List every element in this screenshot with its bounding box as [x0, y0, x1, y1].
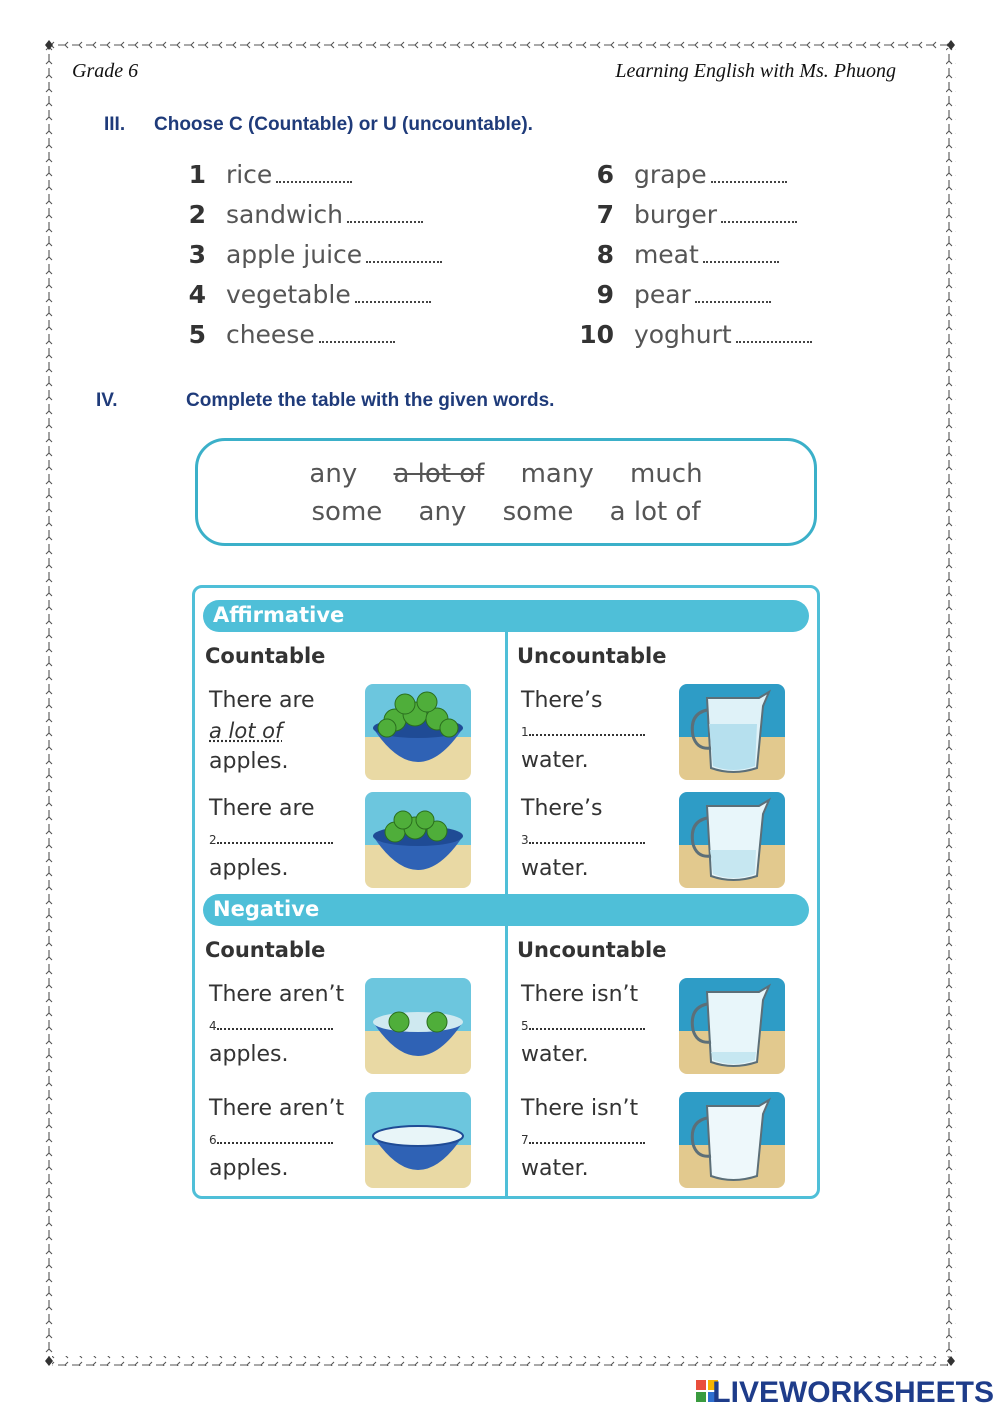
- answer-blank[interactable]: [736, 337, 812, 343]
- blank-number: 1: [521, 725, 529, 739]
- apple-bowl-empty-image: [365, 1092, 471, 1188]
- vocab-word: sandwich: [225, 200, 343, 229]
- sentence-neg-uncountable-2: [521, 1094, 645, 1184]
- grade-label: Grade 6: [72, 60, 139, 82]
- sentence-start: There isn’t: [521, 982, 639, 1007]
- vocab-item: [180, 320, 395, 349]
- sentence-neg-countable-2: [209, 1094, 344, 1184]
- blank-number: 7: [521, 1133, 529, 1147]
- word-chip: some: [502, 497, 574, 527]
- answer-blank-5[interactable]: [521, 1010, 645, 1040]
- answer-blank[interactable]: [695, 297, 771, 303]
- vocab-word: apple juice: [225, 240, 363, 269]
- water-jug-full-image: [679, 684, 785, 780]
- apple-bowl-few-image: [365, 978, 471, 1074]
- vocab-item: [180, 200, 423, 229]
- sentence-aff-countable-example: [209, 686, 315, 777]
- affirmative-band: [203, 600, 809, 632]
- grammar-table: [192, 585, 820, 1199]
- section3-title: Choose C (Countable) or U (uncountable).: [154, 114, 533, 135]
- answer-blank[interactable]: [703, 257, 779, 263]
- word-box-line-2: [198, 497, 814, 527]
- word-chip: many: [520, 459, 594, 489]
- vocab-item: [578, 280, 771, 309]
- sentence-end: water.: [521, 1156, 589, 1181]
- water-jug-some-image: [679, 792, 785, 888]
- sentence-start: There’s: [521, 688, 603, 713]
- vocab-word: meat: [633, 240, 699, 269]
- sentence-end: water.: [521, 748, 589, 773]
- answer-blank-7[interactable]: [521, 1124, 645, 1154]
- word-chip: much: [630, 459, 703, 489]
- sentence-end: water.: [521, 856, 589, 881]
- vocab-number: 5: [188, 320, 206, 349]
- blank-number: 3: [521, 833, 529, 847]
- word-chip: some: [311, 497, 383, 527]
- vocab-number: 9: [596, 280, 614, 309]
- brand-footer[interactable]: LIVEWORKSHEETS: [712, 1376, 994, 1409]
- word-chip-used: a lot of: [393, 459, 485, 489]
- sentence-start: There are: [209, 796, 315, 821]
- sentence-start: There’s: [521, 796, 603, 821]
- sentence-start: There aren’t: [209, 982, 345, 1007]
- vocab-word: cheese: [225, 320, 315, 349]
- answer-blank-3[interactable]: [521, 824, 645, 854]
- countable-header: Countable: [205, 938, 326, 962]
- answer-blank[interactable]: [276, 177, 352, 183]
- answer-blank-4[interactable]: [209, 1010, 344, 1040]
- answer-blank[interactable]: [721, 217, 797, 223]
- vocab-item: [180, 160, 352, 189]
- section4-number: IV.: [96, 390, 118, 411]
- negative-band: [203, 894, 809, 926]
- vocab-item: [180, 280, 431, 309]
- vocab-word: grape: [633, 160, 707, 189]
- water-jug-little-image: [679, 978, 785, 1074]
- uncountable-header: Uncountable: [517, 644, 667, 668]
- blank-number: 5: [521, 1019, 529, 1033]
- vocab-number: 3: [188, 240, 206, 269]
- vocab-item: [578, 240, 779, 269]
- example-answer: a lot of: [209, 719, 283, 743]
- vocab-word: burger: [633, 200, 718, 229]
- blank-number: 6: [209, 1133, 217, 1147]
- vocab-item: [578, 320, 812, 349]
- blank-number: 2: [209, 833, 217, 847]
- word-box: [195, 438, 817, 546]
- affirmative-label: Affirmative: [213, 603, 345, 627]
- sentence-end: water.: [521, 1042, 589, 1067]
- answer-blank-6[interactable]: [209, 1124, 344, 1154]
- vocab-number: 6: [596, 160, 614, 189]
- column-divider: [505, 632, 508, 894]
- vocab-number: 2: [188, 200, 206, 229]
- vocab-word: vegetable: [225, 280, 351, 309]
- sentence-start: There are: [209, 688, 315, 713]
- apple-bowl-full-image: [365, 684, 471, 780]
- sentence-aff-uncountable-1: [521, 686, 645, 776]
- water-jug-empty-image: [679, 1092, 785, 1188]
- sentence-aff-countable-2: [209, 794, 333, 884]
- blank-number: 4: [209, 1019, 217, 1033]
- vocab-item: [180, 240, 442, 269]
- sentence-start: There aren’t: [209, 1096, 345, 1121]
- vocab-number: 4: [188, 280, 206, 309]
- section3-number: III.: [104, 114, 126, 135]
- section4-title: Complete the table with the given words.: [186, 390, 555, 411]
- sentence-neg-uncountable-1: [521, 980, 645, 1070]
- answer-blank[interactable]: [711, 177, 787, 183]
- vocab-item: [578, 200, 797, 229]
- answer-blank[interactable]: [319, 337, 395, 343]
- sentence-end: apples.: [209, 1156, 289, 1181]
- answer-blank-1[interactable]: [521, 716, 645, 746]
- sentence-end: apples.: [209, 1042, 289, 1067]
- countable-header: Countable: [205, 644, 326, 668]
- word-chip: any: [309, 459, 358, 489]
- vocab-word: pear: [633, 280, 691, 309]
- sentence-start: There isn’t: [521, 1096, 639, 1121]
- answer-blank[interactable]: [347, 217, 423, 223]
- word-box-line-1: [198, 459, 814, 489]
- vocab-number: 1: [188, 160, 206, 189]
- sentence-end: apples.: [209, 856, 289, 881]
- answer-blank[interactable]: [355, 297, 431, 303]
- vocab-word: yoghurt: [633, 320, 732, 349]
- negative-label: Negative: [213, 897, 320, 921]
- vocab-number: 7: [596, 200, 614, 229]
- column-divider: [505, 926, 508, 1199]
- word-chip: any: [418, 497, 467, 527]
- vocab-number: 8: [596, 240, 614, 269]
- author-label: Learning English with Ms. Phuong: [615, 60, 896, 82]
- vocab-word: rice: [225, 160, 273, 189]
- vocab-item: [578, 160, 787, 189]
- apple-bowl-some-image: [365, 792, 471, 888]
- answer-blank[interactable]: [366, 257, 442, 263]
- answer-blank-2[interactable]: [209, 824, 333, 854]
- uncountable-header: Uncountable: [517, 938, 667, 962]
- sentence-aff-uncountable-2: [521, 794, 645, 884]
- sentence-neg-countable-1: [209, 980, 344, 1070]
- sentence-end: apples.: [209, 749, 289, 774]
- word-chip: a lot of: [609, 497, 701, 527]
- vocab-number: 10: [579, 320, 614, 349]
